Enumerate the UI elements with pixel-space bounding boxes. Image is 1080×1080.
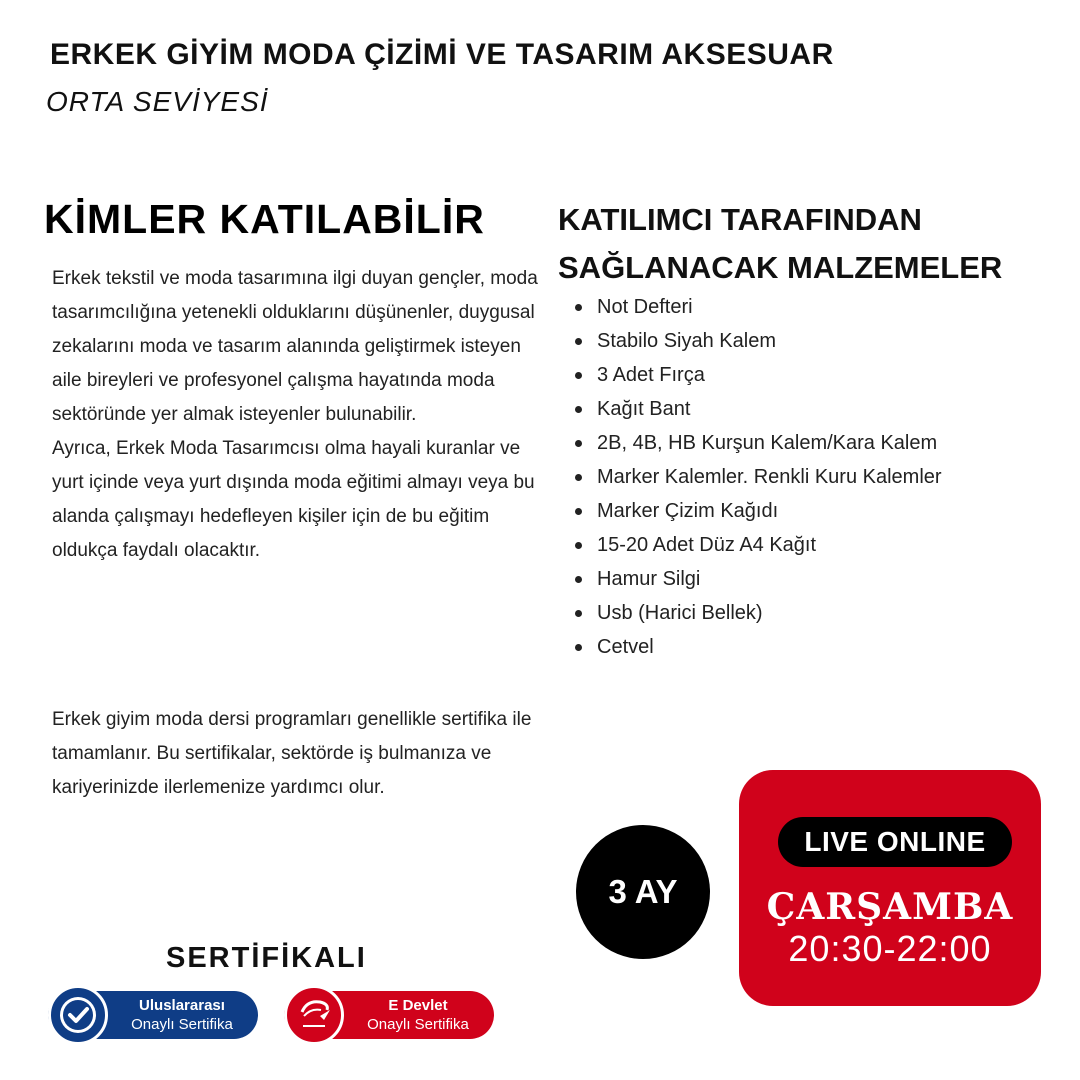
materials-list bbox=[572, 290, 942, 664]
list-item: Marker Çizim Kağıdı bbox=[572, 494, 942, 528]
materials-heading bbox=[558, 196, 1002, 292]
international-certificate-badge bbox=[48, 991, 258, 1039]
checkmark-icon bbox=[48, 985, 108, 1045]
who-description bbox=[52, 262, 542, 568]
list-item: Stabilo Siyah Kalem bbox=[572, 324, 942, 358]
materials-heading-line-1: KATILIMCI TARAFINDAN bbox=[558, 202, 922, 237]
certificate-description bbox=[52, 703, 542, 805]
schedule-day: ÇARŞAMBA bbox=[766, 886, 1014, 928]
badge-1-subtitle: Onaylı Sertifika bbox=[131, 1016, 233, 1033]
badge-1-title: Uluslararası bbox=[139, 997, 225, 1014]
list-item: Cetvel bbox=[572, 630, 942, 664]
list-item: 2B, 4B, HB Kurşun Kalem/Kara Kalem bbox=[572, 426, 942, 460]
list-item: 15-20 Adet Düz A4 Kağıt bbox=[572, 528, 942, 562]
list-item: Marker Kalemler. Renkli Kuru Kalemler bbox=[572, 460, 942, 494]
duration-badge: 3 AY bbox=[576, 825, 710, 959]
materials-heading-line-2: SAĞLANACAK MALZEMELER bbox=[558, 250, 1003, 285]
list-item: Hamur Silgi bbox=[572, 562, 942, 596]
badge-2-title: E Devlet bbox=[388, 997, 448, 1014]
page-title: ERKEK GİYİM MODA ÇİZİMİ VE TASARIM AKSESUAR bbox=[50, 38, 834, 71]
who-paragraph-1b: Ayrıca, Erkek Moda Tasarımcısı olma hayali kuranlar ve yurt içinde veya yurt dışında moda eğitimi almayı veya bu alanda çalışmayı hedefleyen kişiler için de bu eğitim oldukça faydalı olacaktır. bbox=[52, 438, 535, 561]
edevlet-certificate-badge bbox=[284, 991, 494, 1039]
badge-2-subtitle: Onaylı Sertifika bbox=[367, 1016, 469, 1033]
certificate-heading: SERTİFİKALI bbox=[166, 942, 367, 974]
page-subtitle: ORTA SEVİYESİ bbox=[46, 86, 269, 117]
who-heading: KİMLER KATILABİLİR bbox=[44, 196, 485, 242]
schedule-time: 20:30-22:00 bbox=[788, 928, 992, 969]
list-item: 3 Adet Fırça bbox=[572, 358, 942, 392]
list-item: Not Defteri bbox=[572, 290, 942, 324]
live-online-badge: LIVE ONLINE bbox=[778, 817, 1012, 867]
list-item: Usb (Harici Bellek) bbox=[572, 596, 942, 630]
edevlet-logo-icon bbox=[284, 985, 344, 1045]
who-paragraph-2: Erkek giyim moda dersi programları genellikle sertifika ile tamamlanır. Bu sertifikalar, sektörde iş bulmanıza ve kariyerinizde ilerlemenize yardımcı olur. bbox=[52, 709, 532, 798]
list-item: Kağıt Bant bbox=[572, 392, 942, 426]
who-paragraph-1a: Erkek tekstil ve moda tasarımına ilgi duyan gençler, moda tasarımcılığına yetenekli olduklarını düşünenler, duygusal zekalarını moda ve tasarım alanında geliştirmek isteyen aile bireyleri ve profesyonel çalışma hayatında moda sektöründe yer almak isteyenler bulunabilir. bbox=[52, 268, 538, 425]
